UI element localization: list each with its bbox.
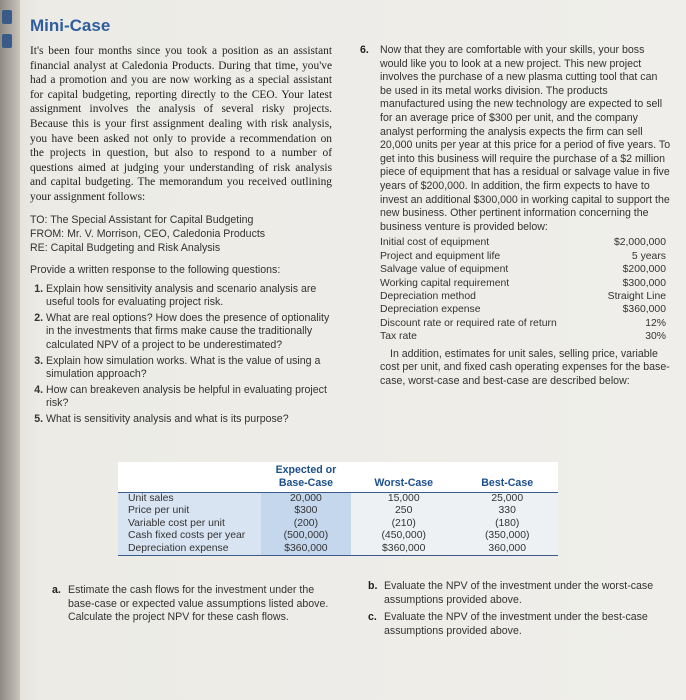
scenario-row-label: Variable cost per unit [118,518,261,530]
scenario-best-value: (350,000) [456,530,558,542]
memo-re: RE: Capital Budgeting and Risk Analysis [30,241,221,254]
subquestion-text: Evaluate the NPV of the investment under the best-case assumptions provided above. [384,611,648,637]
subquestion-bc-block [368,580,668,642]
parameter-label: Depreciation method [380,290,476,302]
scenario-row [118,493,558,506]
scenario-row-label: Price per unit [118,505,261,517]
subquestion-a [52,584,342,625]
scenario-expected-value: $300 [261,505,351,517]
parameter-row [380,303,672,316]
parameter-row [380,317,672,330]
subquestion-b [368,580,668,607]
scenario-row [118,530,558,542]
mini-case-title: Mini-Case [30,16,111,35]
question-6-continuation: In addition, estimates for unit sales, selling price, variable cost per unit, and fixed cash operating expenses for the base-case, worst-case and best-case are described below: [380,347,670,387]
scenario-best-value: 360,000 [456,543,558,556]
header-best: Best-Case [456,462,558,493]
subquestion-text: Estimate the cash flows for the investment under the base-case or expected value assumptions listed above. Calculate the project NPV for these cash flows. [68,584,329,624]
scenario-expected-value: $360,000 [261,543,351,556]
question-item: 5. What is sensitivity analysis and what is its purpose? [46,413,332,427]
parameter-row [380,236,672,249]
parameter-label: Salvage value of equipment [380,264,509,276]
parameter-label: Tax rate [380,331,417,343]
parameter-row [380,250,672,263]
scenario-best-value: 25,000 [456,493,558,506]
questions-list [30,283,332,427]
intro-paragraph: It's been four months since you took a position as an assistant financial analyst at Caledonia Products. During that time, you've had a promotion and you are now working as a special assistant for capital budgeting, reporting directly to the CEO. Your latest assignment involves the analysis of several risky projects. Because this is your first assignment dealing with risk analysis, you have been asked not only to provide a recommendation on the projects in question, but also to respond to a number of questions aimed at judging your understanding of risk analysis and capital budgeting. The memorandum you received outlining your assignment follows: [30,45,332,203]
subquestion-a-block [52,584,342,629]
question-6 [360,44,672,234]
page-tab-marker [2,34,12,48]
scenario-worst-value: 250 [351,505,456,517]
parameter-value: $300,000 [622,277,666,289]
question-6-text: Now that they are comfortable with your skills, your boss would like you to look at a new project. This new project involves the purchase of a new plasma cutting tool that can be used in its metal works division. The products manufactured using the new technology are expected to sell for an average price of $300 per unit, and the company analyst performing the analysis expects the firm can sell 20,000 units per year at this price for a period of five years. To get into this business will require the purchase of a $2 million piece of equipment that has a residual or salvage value in five years of $200,000. In addition, the firm expects to have to invest an additional $300,000 in working capital to support the new business. Other pertinent information concerning the business venture is provided below: [380,44,671,233]
previous-page-edge [0,0,20,700]
subquestion-letter: b. [368,580,378,592]
parameter-value: $2,000,000 [613,237,666,249]
page-tab-marker [2,10,12,24]
parameter-value: 5 years [631,250,666,262]
parameter-label: Discount rate or required rate of return [380,317,557,329]
left-column [30,44,332,428]
question-item: 1. Explain how sensitivity analysis and scenario analysis are useful tools for evaluating project risk. [46,283,332,310]
memo-from: FROM: Mr. V. Morrison, CEO, Caledonia Products [30,227,266,240]
right-column [360,44,672,388]
scenario-header-row [118,462,558,493]
question-6-number: 6. [360,44,369,56]
scenario-expected-value: (500,000) [261,530,351,542]
questions-prompt: Provide a written response to the following questions: [30,263,281,276]
scenario-table [118,462,558,576]
subquestion-letter: c. [368,611,377,624]
subquestion-c [368,611,668,638]
scenario-expected-value: (200) [261,518,351,530]
scenario-row-label: Unit sales [118,493,261,506]
subquestion-letter: a. [52,584,61,596]
scenario-worst-value: (210) [351,518,456,530]
parameter-value: $200,000 [622,264,666,276]
subquestion-text: Evaluate the NPV of the investment under the worst-case assumptions provided above. [384,580,654,606]
memo-to: TO: The Special Assistant for Capital Budgeting [30,213,254,226]
header-expected: Expected or Base-Case [261,462,351,493]
scenario-best-value: 330 [456,505,558,517]
scenario-row-label: Depreciation expense [118,543,261,556]
scenario-row [118,505,558,517]
header-worst: Worst-Case [351,462,456,493]
project-parameters-table [380,236,672,343]
memo-header [30,213,332,255]
parameter-label: Project and equipment life [380,250,501,262]
parameter-value: Straight Line [607,290,666,302]
parameter-row [380,290,672,303]
parameter-label: Working capital requirement [380,277,510,289]
question-item: 4. How can breakeven analysis be helpful in evaluating project risk? [46,384,332,411]
scenario-row-label: Cash fixed costs per year [118,530,261,542]
scenario-worst-value: 15,000 [351,493,456,506]
question-item: 2. What are real options? How does the presence of optionality in the investments that firms make cause the traditionally calculated NPV of a project to be underestimated? [46,312,332,353]
parameter-value: 30% [645,331,666,343]
question-item: 3. Explain how simulation works. What is the value of using a simulation approach? [46,355,332,382]
parameter-value: 12% [645,317,666,329]
parameter-row [380,277,672,290]
parameter-label: Initial cost of equipment [380,237,490,249]
scenario-row [118,543,558,556]
scenario-worst-value: $360,000 [351,543,456,556]
parameter-label: Depreciation expense [380,304,481,316]
parameter-value: $360,000 [622,304,666,316]
parameter-row [380,330,672,343]
scenario-row [118,518,558,530]
parameter-row [380,263,672,276]
scenario-worst-value: (450,000) [351,530,456,542]
scenario-best-value: (180) [456,518,558,530]
scenario-header-blank [118,462,261,493]
scenario-expected-value: 20,000 [261,493,351,506]
